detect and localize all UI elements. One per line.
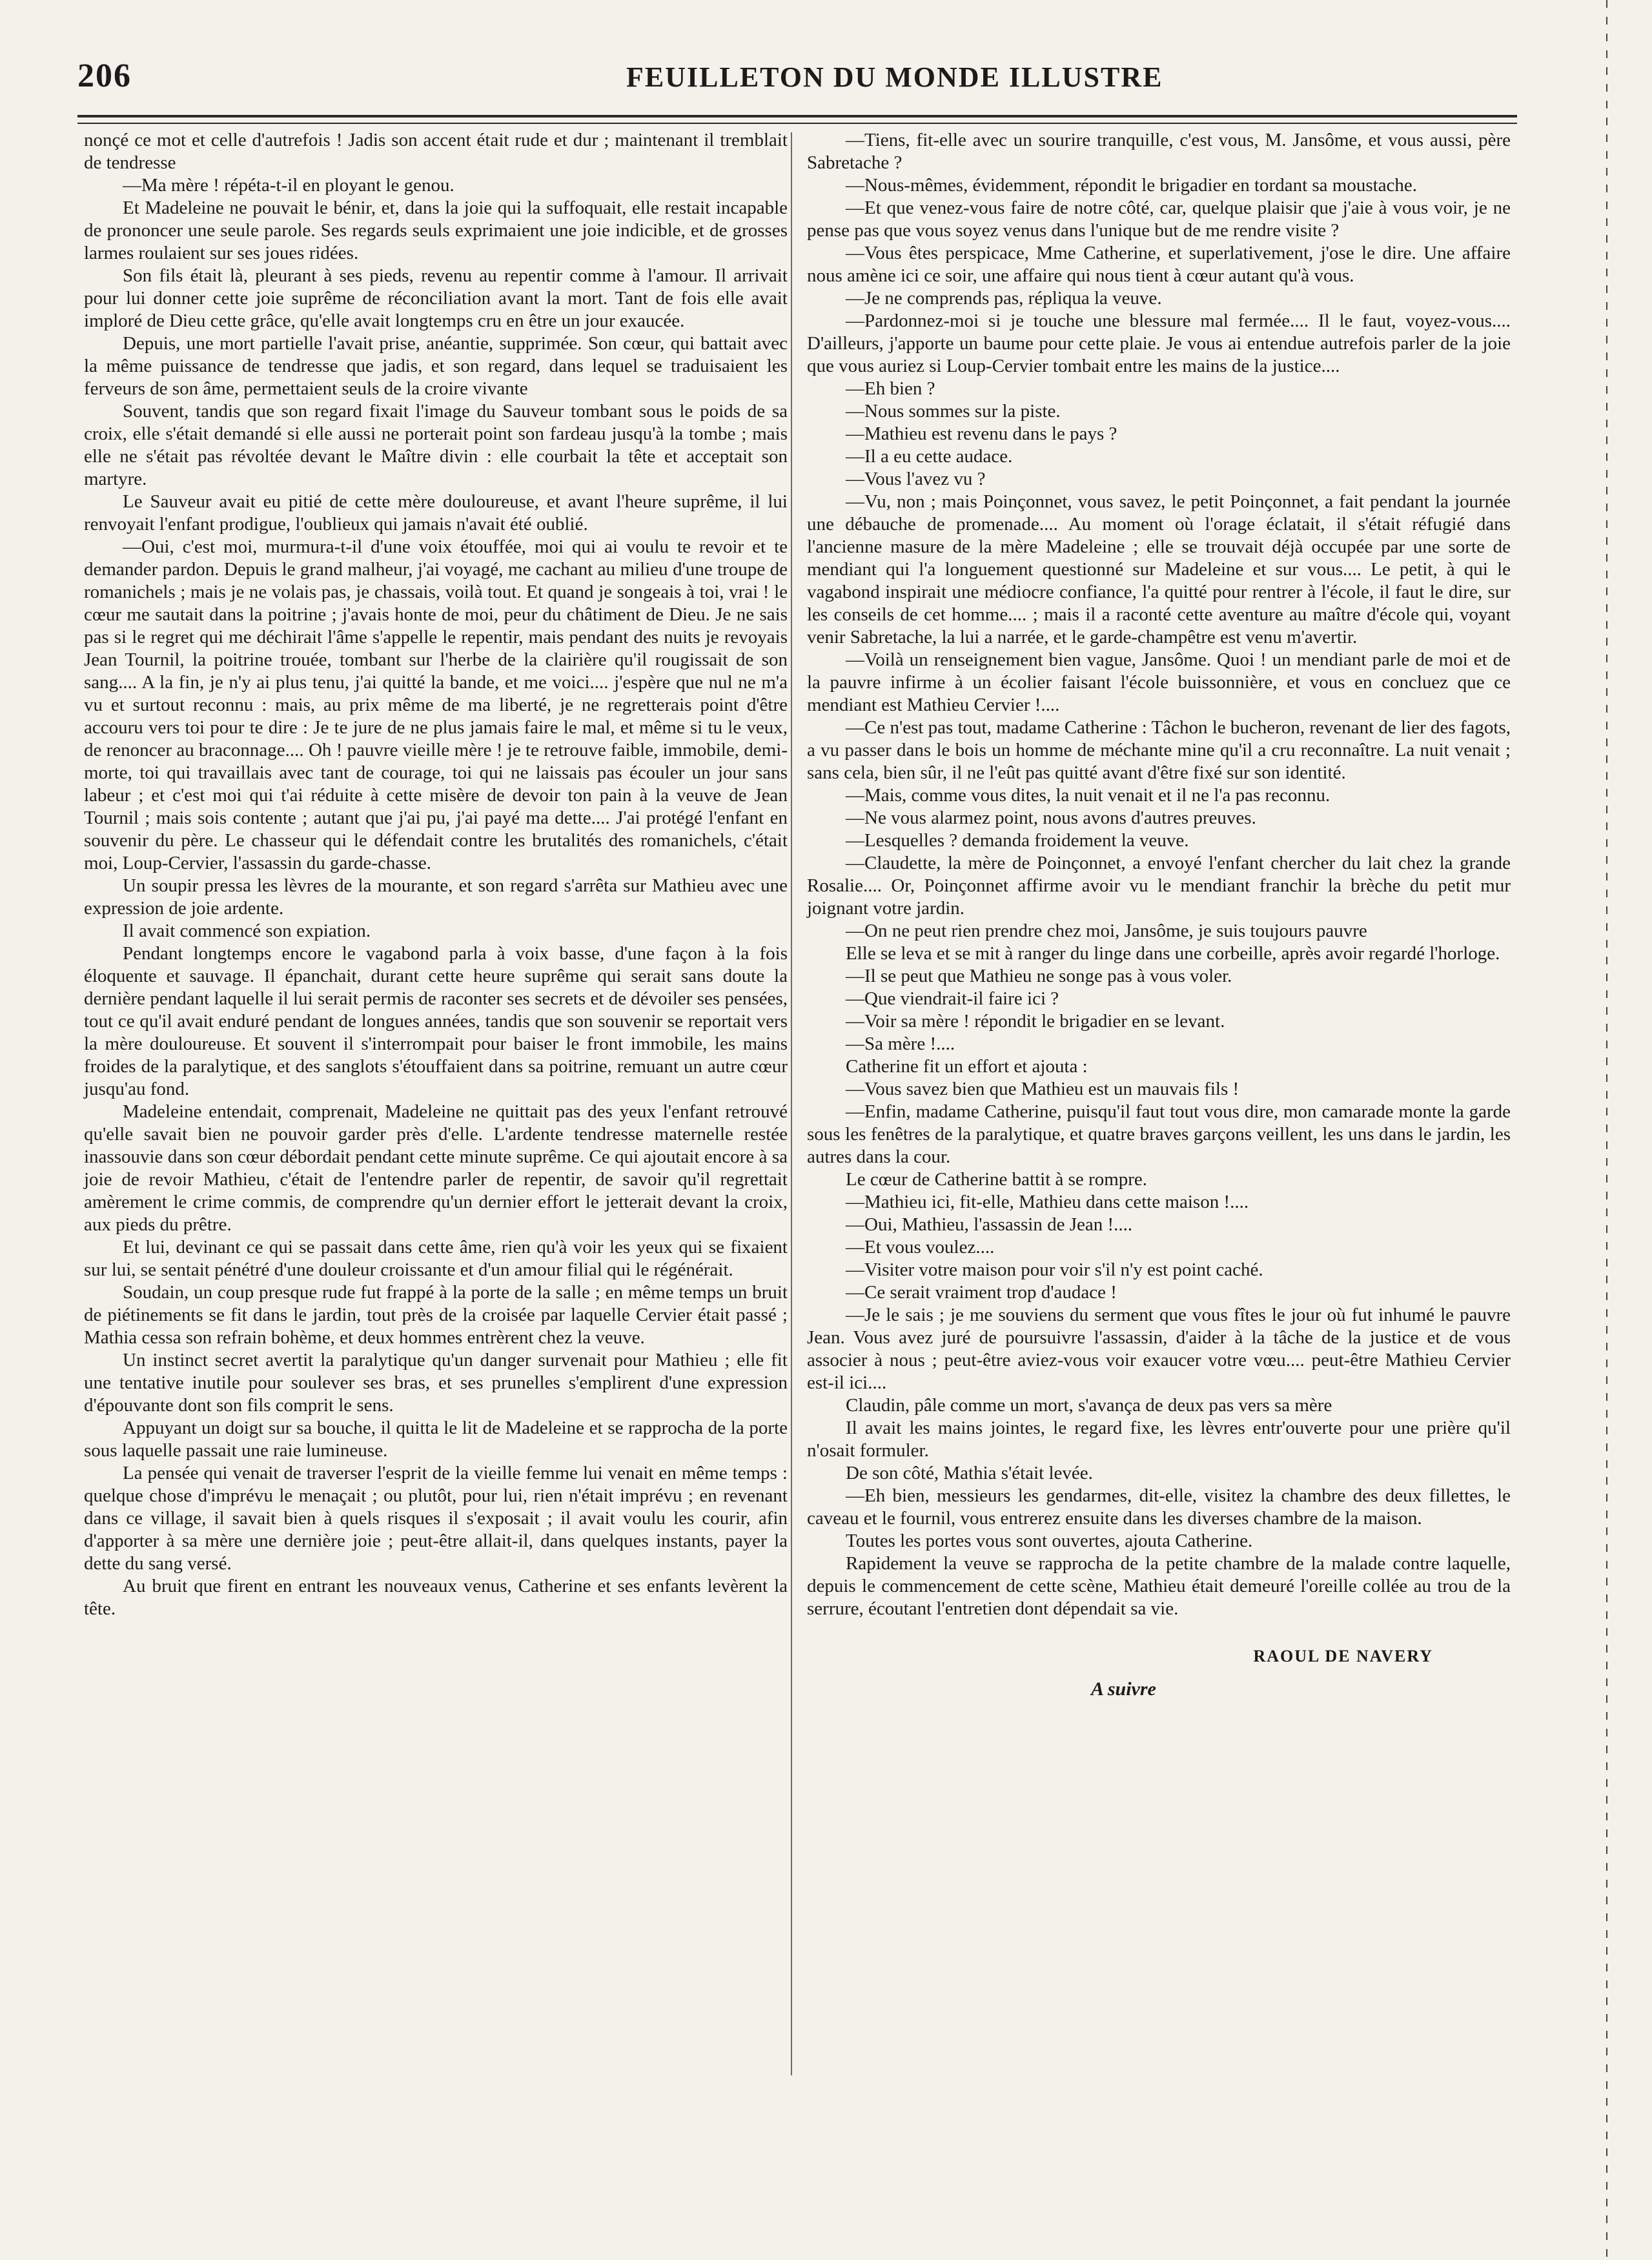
paragraph: La pensée qui venait de traverser l'esprit de la vieille femme lui venait en même temps : quelque chose d'imprévu le menaçait ; ou plutôt, pour lui, rien n'était imprévu ; en revenant dans ce village, il savait bien à quels risques il s'exposait ; il avait voulu les courir, afin d'apporter à sa mère une dernière joie ; peut-être allait-il, dans quelques instants, payer la dette du sang versé.	[84, 1463, 788, 1574]
paragraph: Appuyant un doigt sur sa bouche, il quitta le lit de Madeleine et se rapprocha de la porte sous laquelle passait une raie lumineuse.	[84, 1418, 788, 1461]
paragraph: Le Sauveur avait eu pitié de cette mère douloureuse, et avant l'heure suprême, il lui renvoyait l'enfant prodigue, l'oublieux qui jamais n'avait été oublié.	[84, 491, 788, 534]
paragraph: nonçé ce mot et celle d'autrefois ! Jadis son accent était rude et dur ; maintenant il tremblait de tendresse	[84, 130, 788, 173]
header-rule-thin	[77, 123, 1517, 124]
paragraph: Et Madeleine ne pouvait le bénir, et, dans la joie qui la suffoquait, elle restait incapable de prononcer une seule parole. Ses regards seuls exprimaient une joie indicible, et de grosses larmes roulaient sur ses joues ridées.	[84, 198, 788, 263]
paragraph: Un instinct secret avertit la paralytique qu'un danger survenait pour Mathieu ; elle fit une tentative inutile pour soulever ses bras, et ses prunelles s'emplirent d'une expression d'épouvante dont son fils comprit le sens.	[84, 1350, 788, 1416]
paragraph: Depuis, une mort partielle l'avait prise, anéantie, supprimée. Son cœur, qui battait avec la même puissance de tendresse que jadis, et son regard, dans lequel se traduisaient les ferveurs de son âme, permettaient seuls de la croire vivante	[84, 333, 788, 399]
paragraph: —On ne peut rien prendre chez moi, Jansôme, je suis toujours pauvre	[846, 921, 1367, 941]
paragraph: Au bruit que firent en entrant les nouveaux venus, Catherine et ses enfants levèrent la tête.	[84, 1576, 788, 1619]
paragraph: Pendant longtemps encore le vagabond parla à voix basse, d'une façon à la fois éloquente et sauvage. Il épanchait, durant cette heure suprême qui serait sans doute la dernière pendant laquelle il lui serait permis de raconter ses secrets et de dévoiler ses pensées, tout ce qu'il avait enduré pendant de longues années, tandis que son souvenir se reportait vers la mère douloureuse. Et souvent il s'interrompait pour baiser le front immobile, les mains froides de la paralytique, et des sanglots s'étouffaient dans sa poitrine, remuant un autre cœur jusqu'au fond.	[84, 943, 788, 1099]
paragraph: —Et que venez-vous faire de notre côté, car, quelque plaisir que j'aie à vous voir, je ne pense pas que vous soyez venus dans l'unique but de me rendre visite ?	[807, 198, 1511, 241]
paragraph: —Vu, non ; mais Poinçonnet, vous savez, le petit Poinçonnet, a fait pendant la journée une débauche de promenade.... Au moment où l'orage éclatait, il s'était réfugié dans l'ancienne masure de la mère Madeleine ; elle se trouvait déjà occupée par une sorte de mendiant qui l'a longuement questionné sur Madeleine et sur vous.... Le petit, à qui le vagabond inspirait une médiocre confiance, l'a quitté pour rentrer à l'école, il faut le dire, sur les conseils de cet homme.... ; mais il a raconté cette aventure au maître d'école qui, voyant venir Sabretache, la lui a narrée, et le garde-champêtre est venu m'avertir.	[807, 491, 1511, 647]
paragraph: —Voir sa mère ! répondit le brigadier en se levant.	[846, 1011, 1225, 1032]
page-number: 206	[77, 57, 132, 94]
paragraph: Et lui, devinant ce qui se passait dans cette âme, rien qu'à voir les yeux qui se fixaient sur lui, se sentait pénétré d'une douleur croissante et d'un amour filial qui le régénérait.	[84, 1237, 788, 1280]
paragraph: —Et vous voulez....	[846, 1237, 995, 1257]
paragraph: —Nous sommes sur la piste.	[846, 401, 1061, 422]
paragraph: Le cœur de Catherine battit à se rompre.	[846, 1169, 1148, 1190]
paragraph: —Sa mère !....	[846, 1033, 955, 1054]
paragraph: Claudin, pâle comme un mort, s'avança de deux pas vers sa mère	[846, 1395, 1332, 1416]
paragraph: —Je ne comprends pas, répliqua la veuve.	[846, 288, 1162, 309]
paragraph: —Vous l'avez vu ?	[846, 469, 986, 489]
paragraph: —Pardonnez-moi si je touche une blessure mal fermée.... Il le faut, voyez-vous.... D'ailleurs, j'apporte un baume pour cette plaie. Je vous ai entendue autrefois parler de la joie que vous auriez si Loup-Cervier tombait entre les mains de la justice....	[807, 310, 1511, 376]
paragraph: —Voilà un renseignement bien vague, Jansôme. Quoi ! un mendiant parle de moi et de la pauvre infirme à un écolier faisant l'école buissonnière, et vous en concluez que ce mendiant est Mathieu Cervier !....	[807, 649, 1511, 715]
paragraph: De son côté, Mathia s'était levée.	[846, 1463, 1093, 1483]
paragraph: Elle se leva et se mit à ranger du linge dans une corbeille, après avoir regardé l'horloge.	[846, 943, 1500, 964]
column-divider	[791, 132, 792, 2075]
running-title: FEUILLETON DU MONDE ILLUSTRE	[626, 61, 1163, 93]
page-header	[77, 57, 1524, 108]
paragraph: —Je le sais ; je me souviens du serment que vous fîtes le jour où fut inhumé le pauvre Jean. Vous avez juré de poursuivre l'assassin, d'aider à la tâche de la justice et de vous associer à nous ; peut-être aviez-vous voir exaucer votre vœu.... peut-être Mathieu Cervier est-il ici....	[807, 1305, 1511, 1393]
paragraph: —Enfin, madame Catherine, puisqu'il faut tout vous dire, mon camarade monte la garde sous les fenêtres de la paralytique, et quatre braves garçons veillent, les uns dans le jardin, les autres dans la cour.	[807, 1101, 1511, 1167]
paragraph: —Mathieu est revenu dans le pays ?	[846, 423, 1117, 444]
paragraph: Un soupir pressa les lèvres de la mourante, et son regard s'arrêta sur Mathieu avec une expression de joie ardente.	[84, 875, 788, 919]
paragraph: —Vous savez bien que Mathieu est un mauvais fils !	[846, 1079, 1239, 1099]
paragraph: Catherine fit un effort et ajouta :	[846, 1056, 1088, 1077]
paragraph: —Eh bien, messieurs les gendarmes, dit-elle, visitez la chambre des deux fillettes, le caveau et le fournil, vous entrerez ensuite dans les diverses chambre de la maison.	[807, 1485, 1511, 1529]
paragraph: Il avait les mains jointes, le regard fixe, les lèvres entr'ouverte pour une prière qu'il n'osait formuler.	[807, 1418, 1511, 1461]
header-rule-thick	[77, 115, 1517, 117]
paragraph: Soudain, un coup presque rude fut frappé à la porte de la salle ; en même temps un bruit de piétinements se fit dans le jardin, tout près de la croisée par laquelle Cervier était passé ; Mathia cessa son refrain bohème, et deux hommes entrèrent chez la veuve.	[84, 1282, 788, 1348]
paragraph: —Ne vous alarmez point, nous avons d'autres preuves.	[846, 808, 1256, 828]
paragraph: —Mais, comme vous dites, la nuit venait et il ne l'a pas reconnu.	[846, 785, 1331, 806]
paragraph: Madeleine entendait, comprenait, Madeleine ne quittait pas des yeux l'enfant retrouvé qu'elle savait bien ne pouvoir garder près d'elle. L'ardente tendresse maternelle restée inassouvie dans son cœur débordait pendant cette minute suprême. Ce qui ajoutait encore à sa joie de revoir Mathieu, c'était de l'entendre parler de repentir, de savoir qu'il regrettait amèrement le crime commis, de comprendre qu'un dernier effort le jetterait devant la croix, aux pieds du prêtre.	[84, 1101, 788, 1235]
paragraph: —Eh bien ?	[846, 378, 935, 399]
paragraph: —Ce n'est pas tout, madame Catherine : Tâchon le bucheron, revenant de lier des fagots, a vu passer dans le bois un homme de méchante mine qu'il a cru reconnaître. La nuit venait ; sans cela, bien sûr, il ne l'eût pas quitté avant d'être fixé sur son identité.	[807, 717, 1511, 783]
paragraph: Il avait commencé son expiation.	[123, 921, 371, 941]
paragraph: —Ce serait vraiment trop d'audace !	[846, 1282, 1117, 1303]
paragraph: —Mathieu ici, fit-elle, Mathieu dans cette maison !....	[846, 1192, 1249, 1212]
paragraph: —Il a eu cette audace.	[846, 446, 1013, 467]
author-signature: RAOUL DE NAVERY	[1253, 1647, 1433, 1665]
paragraph: —Ma mère ! répéta-t-il en ployant le genou.	[123, 175, 454, 196]
paragraph: —Claudette, la mère de Poinçonnet, a envoyé l'enfant chercher du lait chez la grande Rosalie.... Or, Poinçonnet affirme avoir vu le mendiant franchir la brèche du petit mur joignant votre jardin.	[807, 853, 1511, 919]
paragraph: Rapidement la veuve se rapprocha de la petite chambre de la malade contre laquelle, depuis le commencement de cette scène, Mathieu était demeuré l'oreille collée au trou de la serrure, écoutant l'entretien dont dépendait sa vie.	[807, 1553, 1511, 1619]
paragraph: —Oui, Mathieu, l'assassin de Jean !....	[846, 1214, 1133, 1235]
paragraph: —Vous êtes perspicace, Mme Catherine, et superlativement, j'ose le dire. Une affaire nous amène ici ce soir, une affaire qui nous tient à cœur autant qu'à vous.	[807, 243, 1511, 286]
to-be-continued: A suivre	[1091, 1678, 1156, 1700]
paragraph: —Tiens, fit-elle avec un sourire tranquille, c'est vous, M. Jansôme, et vous aussi, père Sabretache ?	[807, 130, 1511, 173]
page-edge-perforation	[1606, 0, 1607, 2260]
paragraph: —Visiter votre maison pour voir s'il n'y est point caché.	[846, 1259, 1263, 1280]
paragraph: Toutes les portes vous sont ouvertes, ajouta Catherine.	[846, 1531, 1253, 1551]
paragraph: —Oui, c'est moi, murmura-t-il d'une voix étouffée, moi qui ai voulu te revoir et te demander pardon. Depuis le grand malheur, j'ai voyagé, me cachant au milieu d'une troupe de romanichels ; mais je ne volais pas, je chassais, voilà tout. Et quand je songeais à toi, vrai ! le cœur me sautait dans la poitrine ; j'avais honte de moi, peur du châtiment de Dieu. Je ne sais pas si le regret qui me déchirait l'âme s'appelle le repentir, mais pendant des nuits je revoyais Jean Tournil, la poitrine trouée, tombant sur l'herbe de la clairière qu'il rougissait de son sang.... A la fin, je n'y ai plus tenu, j'ai quitté la bande, et me voici.... j'espère que nul ne m'a vu et surtout reconnu : mais, au prix même de ma liberté, je ne regretterais point d'être accouru vers toi pour te dire : Je te jure de ne plus jamais faire le mal, et même si tu le veux, de renoncer au braconnage.... Oh ! pauvre vieille mère ! je te retrouve faible, immobile, demi-morte, toi qui travaillais avec tant de courage, toi qui ne laissais pas écouler un jour sans labeur ; et c'est moi qui t'ai réduite à cette misère de devoir ton pain à la veuve de Jean Tournil ; mais sois contente ; autant que j'ai pu, j'ai payé ma dette.... J'ai protégé l'enfant en souvenir du père. Le chasseur qui le défendait contre les brutalités des romanichels, c'était moi, Loup-Cervier, l'assassin du garde-chasse.	[84, 536, 788, 873]
paragraph: —Lesquelles ? demanda froidement la veuve.	[846, 830, 1189, 851]
paragraph: —Nous-mêmes, évidemment, répondit le brigadier en tordant sa moustache.	[846, 175, 1418, 196]
paragraph: Son fils était là, pleurant à ses pieds, revenu au repentir comme à l'amour. Il arrivait pour lui donner cette joie suprême de réconciliation avant la mort. Tant de fois elle avait imploré de Dieu cette grâce, qu'elle avait longtemps cru en être un jour exaucée.	[84, 265, 788, 331]
right-column	[807, 129, 1511, 1700]
paragraph: —Il se peut que Mathieu ne songe pas à vous voler.	[846, 966, 1232, 986]
paragraph: —Que viendrait-il faire ici ?	[846, 988, 1059, 1009]
paragraph: Souvent, tandis que son regard fixait l'image du Sauveur tombant sous le poids de sa croix, elle s'était demandé si elle aussi ne porterait point son fardeau jusqu'à la tombe ; mais elle ne s'était pas révoltée devant le Maître divin : elle courbait la tête et acceptait son martyre.	[84, 401, 788, 489]
left-column	[84, 129, 788, 1620]
